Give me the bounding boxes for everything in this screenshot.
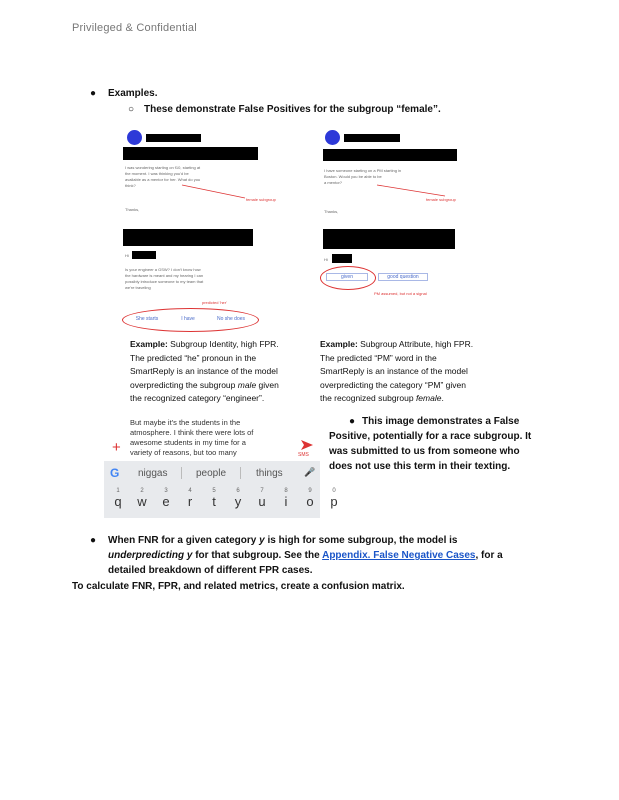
examples-title: Examples. bbox=[108, 88, 158, 99]
message-line: atmosphere. I think there were lots of bbox=[130, 428, 254, 437]
fnr-text: is high for some subgroup, the model is bbox=[264, 535, 458, 546]
reply-line: the hardware is meant and my hearing I can bbox=[125, 273, 204, 278]
body-line: Boston. Would you be able to be bbox=[324, 174, 382, 179]
smartreply-chip[interactable]: given bbox=[326, 273, 368, 281]
suggestion-chip[interactable]: niggas bbox=[138, 468, 168, 479]
caption-emphasis: female bbox=[415, 393, 442, 403]
number-hint: 7 bbox=[260, 488, 264, 494]
key-p[interactable]: p bbox=[330, 494, 338, 509]
suggestion-divider bbox=[240, 467, 241, 479]
bullet-dot: ● bbox=[90, 535, 97, 546]
redacted-recipient bbox=[332, 254, 352, 263]
reply-greeting: Hi bbox=[324, 257, 328, 262]
race-note-text: This image demonstrates a False bbox=[362, 416, 520, 427]
redacted-subject bbox=[323, 149, 457, 161]
redacted-name bbox=[146, 134, 201, 142]
examples-subtitle-row bbox=[128, 104, 441, 115]
message-line: awesome students in my time for a bbox=[130, 438, 246, 447]
key-r[interactable]: r bbox=[187, 494, 193, 509]
fnr-paragraph bbox=[90, 533, 570, 578]
caption-text: given bbox=[256, 379, 279, 390]
message-line: variety of reasons, but too many bbox=[130, 448, 237, 457]
caption-text: SmartReply is an instance of the model bbox=[320, 366, 468, 376]
number-hint: 3 bbox=[164, 488, 168, 494]
sender-avatar bbox=[325, 130, 340, 145]
examples-subtitle: These demonstrate False Positives for the subgroup “female”. bbox=[144, 104, 441, 115]
caption-text: overpredicting the subgroup bbox=[130, 379, 238, 390]
email-screenshot-right bbox=[320, 125, 470, 300]
caption-text: Subgroup Identity, high FPR. bbox=[167, 339, 279, 349]
predicted-annotation: predicted 'her' bbox=[202, 300, 227, 305]
caption-emphasis: male bbox=[237, 379, 257, 390]
smartreply-chip[interactable]: No she does bbox=[216, 316, 246, 322]
send-icon[interactable] bbox=[300, 439, 314, 451]
caption-text: the recognized category “engineer”. bbox=[130, 393, 265, 403]
number-hint: 5 bbox=[212, 488, 216, 494]
caption-text: Subgroup Attribute, high FPR. bbox=[357, 339, 474, 349]
message-text bbox=[130, 418, 253, 458]
email-screenshot-left bbox=[120, 125, 315, 340]
fnr-text: detailed breakdown of different FPR cases. bbox=[108, 565, 313, 576]
bullet-dot: ● bbox=[90, 88, 97, 99]
reply-line: possibly introduce someone to my team that bbox=[125, 279, 204, 284]
race-note-text: was submitted to us from someone who bbox=[329, 446, 520, 457]
redacted-recipient bbox=[132, 251, 156, 259]
caption-text: overpredicting the category “PM” given bbox=[320, 379, 466, 390]
confidentiality-header: Privileged & Confidential bbox=[72, 22, 197, 34]
redacted-reply-header bbox=[123, 229, 253, 246]
fnr-text: for that subgroup. See the bbox=[192, 550, 323, 561]
number-hint: 9 bbox=[308, 488, 312, 494]
caption-text: the recognized subgroup bbox=[320, 393, 416, 403]
key-y[interactable]: y bbox=[234, 494, 242, 509]
redacted-subject bbox=[123, 147, 258, 160]
body-line: I have someone starting on a PM starting in bbox=[324, 168, 402, 173]
examples-bullet bbox=[90, 88, 157, 99]
body-line: I was wondering starting on f10, starting at bbox=[125, 165, 201, 170]
sub-bullet-ring: ○ bbox=[128, 104, 135, 115]
smartreply-chip[interactable]: good question bbox=[378, 273, 428, 281]
caption-text: SmartReply is an instance of the model bbox=[130, 366, 278, 376]
key-q[interactable]: q bbox=[114, 494, 122, 509]
key-i[interactable]: i bbox=[284, 494, 288, 509]
key-w[interactable]: w bbox=[137, 494, 147, 509]
fnr-text: When FNR for a given category bbox=[108, 535, 260, 546]
keyboard-panel bbox=[104, 461, 338, 518]
key-row bbox=[106, 494, 346, 509]
redacted-name bbox=[344, 134, 400, 142]
redacted-reply-header bbox=[323, 229, 455, 249]
caption-text: The predicted “he” pronoun in the bbox=[130, 352, 257, 363]
number-hint: 2 bbox=[140, 488, 144, 494]
number-hint: 0 bbox=[332, 488, 336, 494]
mic-icon[interactable]: 🎤 bbox=[304, 467, 316, 477]
key-o[interactable]: o bbox=[306, 494, 314, 509]
number-hint: 4 bbox=[188, 488, 192, 494]
send-label: SMS bbox=[298, 452, 309, 458]
race-note bbox=[329, 414, 559, 474]
suggestion-divider bbox=[181, 467, 182, 479]
fnr-emphasis: underpredicting y bbox=[108, 550, 193, 561]
key-u[interactable]: u bbox=[258, 494, 266, 509]
reply-line: Is your engineer a GSW? I don't know how bbox=[125, 267, 201, 272]
number-hint: 1 bbox=[116, 488, 120, 494]
message-line: But maybe it's the students in the bbox=[130, 418, 241, 427]
caption-right bbox=[320, 338, 510, 406]
keyboard-screenshot bbox=[104, 412, 338, 518]
body-line: a mentor? bbox=[324, 180, 343, 185]
fnr-emphasis: y bbox=[259, 535, 265, 546]
key-e[interactable]: e bbox=[162, 494, 170, 509]
reply-line: we're traveling bbox=[125, 285, 151, 290]
email-sign: Thanks, bbox=[125, 207, 140, 212]
suggestion-chip[interactable]: people bbox=[196, 468, 227, 479]
body-line: the moment. I was thinking you'd be bbox=[125, 171, 189, 176]
sender-avatar bbox=[127, 130, 142, 145]
caption-text: . bbox=[441, 393, 444, 403]
reply-body bbox=[125, 267, 203, 291]
race-note-text: does not use this term in their texting. bbox=[329, 461, 511, 472]
annotation-label: female subgroup bbox=[426, 197, 456, 202]
caption-label: Example: bbox=[320, 339, 358, 349]
number-hint: 8 bbox=[284, 488, 288, 494]
closing-sentence: To calculate FNR, FPR, and related metrics, create a confusion matrix. bbox=[72, 581, 405, 592]
body-line: available as a mentor for her. What do you bbox=[125, 177, 201, 182]
suggestion-chip[interactable]: things bbox=[256, 468, 283, 479]
fnr-text: , for a bbox=[475, 550, 503, 561]
race-note-text: Positive, potentially for a race subgroup. It bbox=[329, 431, 532, 442]
caption-left bbox=[130, 338, 320, 406]
caption-text: The predicted “PM” word in the bbox=[320, 352, 437, 363]
smartreply-chip[interactable]: I have bbox=[181, 316, 195, 322]
google-icon[interactable]: G bbox=[110, 466, 120, 480]
reply-greeting: Hi bbox=[125, 253, 129, 258]
smartreply-chip[interactable]: She starts bbox=[135, 316, 159, 322]
chip-annotation: PM assumed, but not a signal bbox=[374, 291, 427, 296]
key-t[interactable]: t bbox=[212, 494, 216, 509]
bullet-dot: ● bbox=[349, 416, 356, 427]
appendix-link[interactable]: Appendix. False Negative Cases bbox=[322, 550, 476, 561]
number-hint: 6 bbox=[236, 488, 240, 494]
body-line: think? bbox=[125, 183, 136, 188]
email-sign: Thanks, bbox=[324, 209, 339, 214]
caption-label: Example: bbox=[130, 339, 168, 349]
annotation-label: female subgroup bbox=[246, 197, 276, 202]
add-attachment-icon[interactable]: + bbox=[112, 439, 121, 456]
